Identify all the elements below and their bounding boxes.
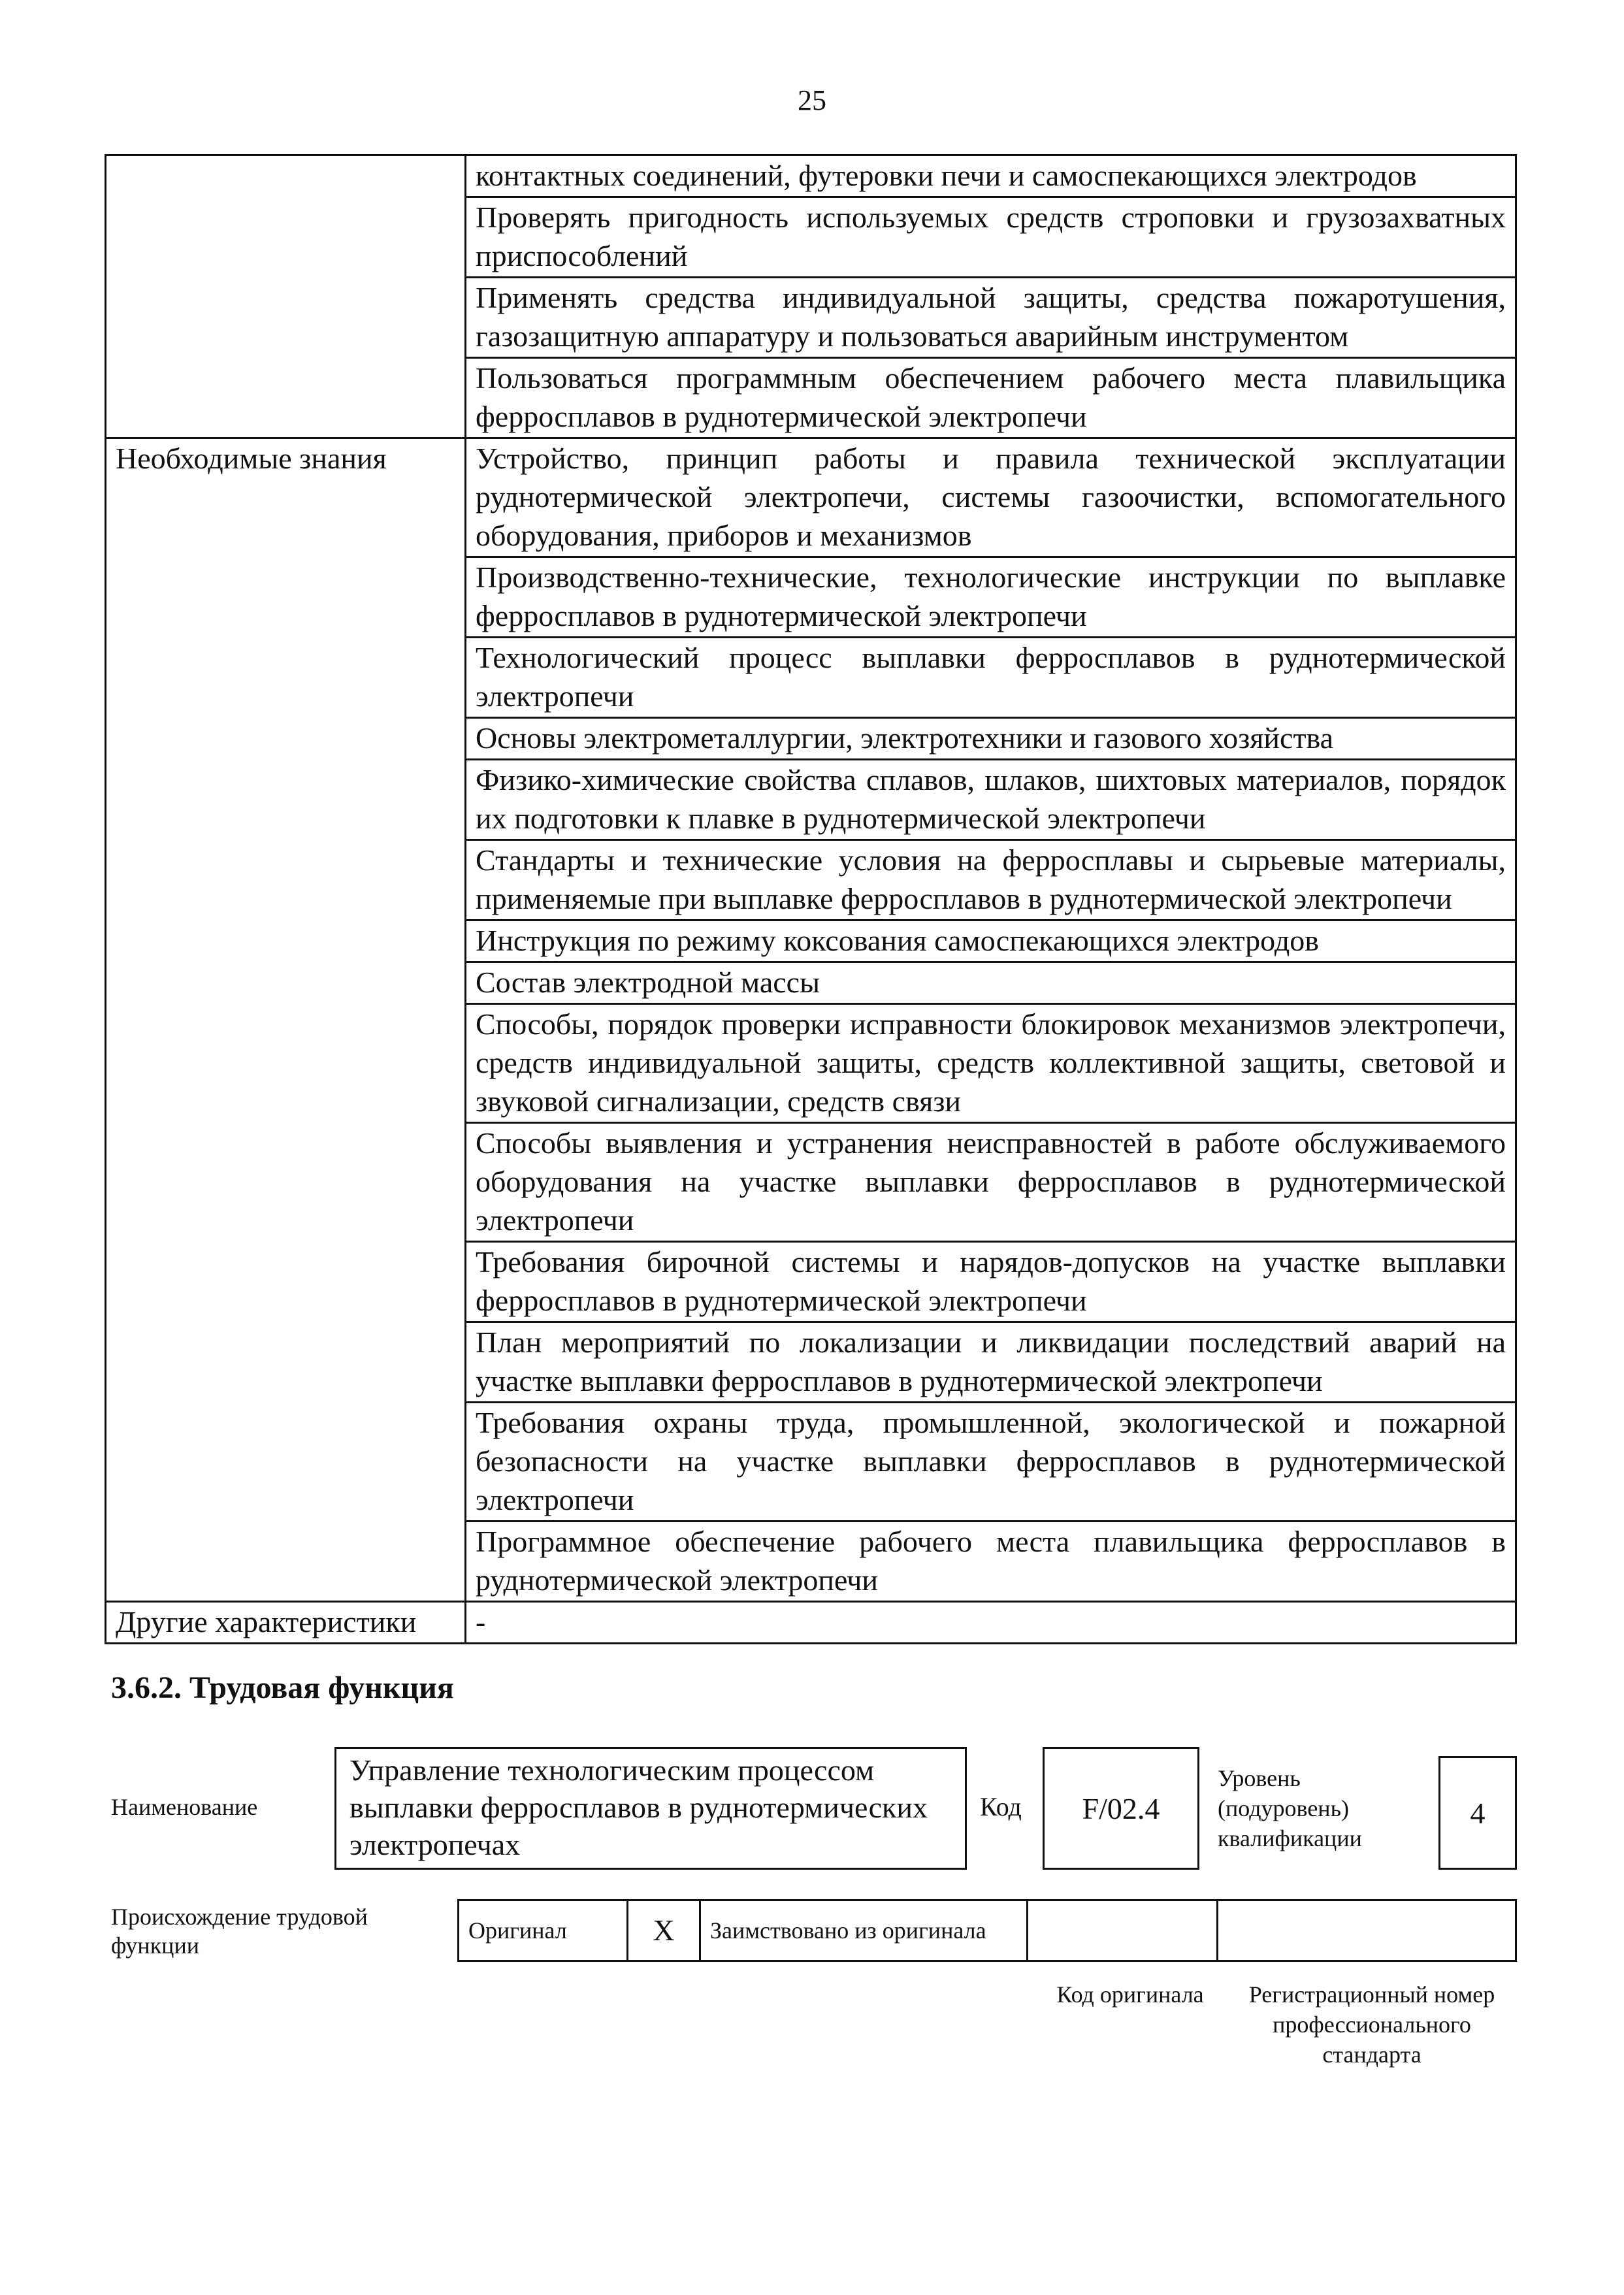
page-number: 25 bbox=[798, 84, 826, 116]
knowledge-item: Физико-химические свойства сплавов, шлаков, шихтовых материалов, порядок их подготовки к плавке в руднотермической электропечи bbox=[466, 760, 1516, 840]
caption-registration-number: Регистрационный номер профессионального стандарта bbox=[1248, 1981, 1495, 2068]
code-value: F/02.4 bbox=[1082, 1791, 1160, 1825]
skill-item: Проверять пригодность используемых средств строповки и грузозахватных приспособлений bbox=[466, 197, 1516, 278]
original-mark-cell bbox=[628, 1900, 700, 1961]
competency-table bbox=[105, 154, 1517, 1644]
level-value: 4 bbox=[1470, 1796, 1486, 1830]
skill-item: Применять средства индивидуальной защиты, средства пожаротушения, газозащитную аппаратуру и пользоваться аварийным инструментом bbox=[466, 278, 1516, 358]
original-label: Оригинал bbox=[468, 1917, 567, 1944]
knowledge-item: Производственно-технические, технологические инструкции по выплавке ферросплавов в руднотермической электропечи bbox=[466, 557, 1516, 638]
other-label: Другие характеристики bbox=[106, 1602, 466, 1644]
function-name: Управление технологическим процессом выплавки ферросплавов в руднотермических электропечах bbox=[349, 1753, 928, 1861]
knowledge-item: Требования бирочной системы и нарядов-допусков на участке выплавки ферросплавов в руднотермической электропечи bbox=[466, 1242, 1516, 1322]
name-label: Наименование bbox=[111, 1794, 258, 1820]
origin-table bbox=[457, 1899, 1517, 1962]
table-row bbox=[459, 1900, 1516, 1961]
origin-label: Происхождение трудовой функции bbox=[111, 1904, 368, 1959]
table-row bbox=[106, 155, 1516, 197]
original-mark: X bbox=[653, 1913, 675, 1947]
original-label-cell bbox=[459, 1900, 628, 1961]
borrowed-label: Заимствовано из оригинала bbox=[710, 1917, 986, 1944]
level-label-line1: Уровень bbox=[1218, 1765, 1301, 1791]
knowledge-item: Программное обеспечение рабочего места плавильщика ферросплавов в руднотермической электропечи bbox=[466, 1522, 1516, 1602]
function-name-box bbox=[334, 1747, 967, 1870]
original-code-cell bbox=[1028, 1900, 1218, 1961]
knowledge-item: Способы выявления и устранения неисправностей в работе обслуживаемого оборудования на участке выплавки ферросплавов в руднотермической электропечи bbox=[466, 1123, 1516, 1242]
skill-item: контактных соединений, футеровки печи и самоспекающихся электродов bbox=[466, 155, 1516, 197]
registration-number-cell bbox=[1218, 1900, 1516, 1961]
table-row bbox=[106, 1602, 1516, 1644]
knowledge-item: Требования охраны труда, промышленной, экологической и пожарной безопасности на участке выплавки ферросплавов в руднотермической электропечи bbox=[466, 1403, 1516, 1522]
knowledge-item: Технологический процесс выплавки ферросплавов в руднотермической электропечи bbox=[466, 638, 1516, 718]
knowledge-item: План мероприятий по локализации и ликвидации последствий аварий на участке выплавки ферросплавов в руднотермической электропечи bbox=[466, 1322, 1516, 1403]
knowledge-item: Устройство, принцип работы и правила технической эксплуатации руднотермической электропечи, системы газоочистки, вспомогательного оборудования, приборов и механизмов bbox=[466, 438, 1516, 557]
level-label-line2: (подуровень) bbox=[1218, 1795, 1349, 1821]
skills-label-cell bbox=[106, 155, 466, 438]
code-value-box bbox=[1043, 1747, 1199, 1870]
table-row bbox=[106, 438, 1516, 557]
caption-original-code: Код оригинала bbox=[1056, 1981, 1204, 2008]
knowledge-item: Основы электрометаллургии, электротехники и газового хозяйства bbox=[466, 718, 1516, 760]
level-value-box bbox=[1438, 1756, 1517, 1870]
knowledge-item: Состав электродной массы bbox=[466, 962, 1516, 1004]
section-title: 3.6.2. Трудовая функция bbox=[111, 1670, 454, 1705]
borrowed-label-cell bbox=[700, 1900, 1028, 1961]
other-value: - bbox=[466, 1602, 1516, 1644]
knowledge-item: Инструкция по режиму коксования самоспекающихся электродов bbox=[466, 920, 1516, 962]
knowledge-item: Стандарты и технические условия на ферросплавы и сырьевые материалы, применяемые при выплавке ферросплавов в руднотермической электропечи bbox=[466, 840, 1516, 920]
level-label-line3: квалификации bbox=[1218, 1825, 1362, 1851]
knowledge-label: Необходимые знания bbox=[106, 438, 466, 1602]
knowledge-item: Способы, порядок проверки исправности блокировок механизмов электропечи, средств индивидуальной защиты, средств коллективной защиты, световой и звуковой сигнализации, средств связи bbox=[466, 1004, 1516, 1123]
code-label: Код bbox=[980, 1792, 1022, 1821]
skill-item: Пользоваться программным обеспечением рабочего места плавильщика ферросплавов в руднотермической электропечи bbox=[466, 358, 1516, 438]
